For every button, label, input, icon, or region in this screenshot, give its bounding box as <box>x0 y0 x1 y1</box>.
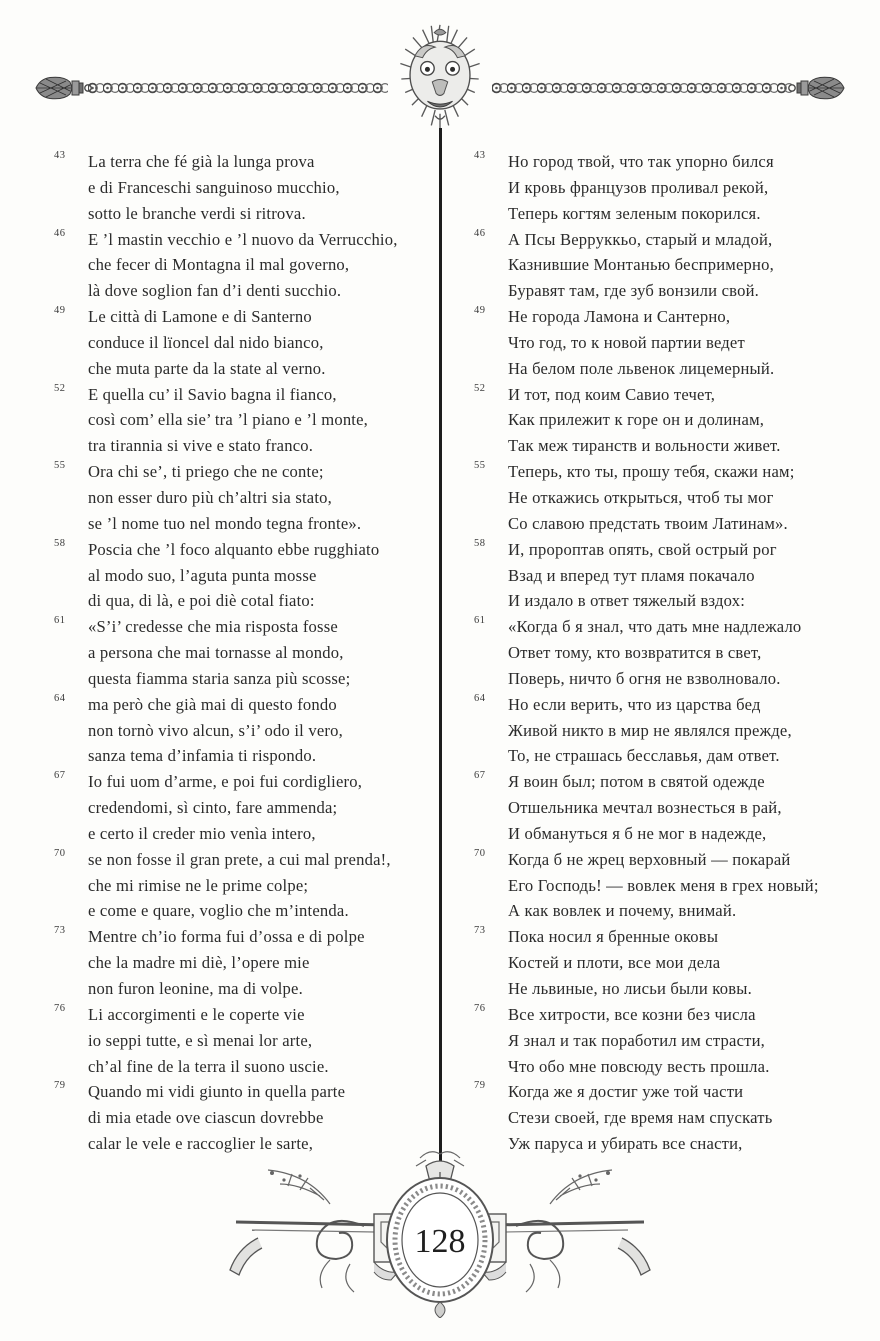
verse-line: di mia etade ove ciascun dovrebbe <box>88 1108 324 1128</box>
braided-chain-rule <box>492 80 792 96</box>
verse-line-number: 64 <box>474 692 486 704</box>
verse-line: se ’l nome tuo nel mondo tegna fronte». <box>88 513 362 533</box>
verse-line: non tornò vivo alcun, s’i’ odo il vero, <box>88 720 343 740</box>
verse-line: non furon leonine, ma di volpe. <box>88 979 303 998</box>
verse-line: e certo il creder mio venìa intero, <box>88 823 316 843</box>
verse-line: Mentre ch’io forma fui d’ossa e di polpe <box>88 927 365 947</box>
russian-verse-column <box>474 149 856 1157</box>
tercet <box>474 769 856 847</box>
tercet <box>474 847 856 925</box>
pinecone-finial-icon <box>784 75 846 101</box>
verse-line: Я воин был; потом в святой одежде <box>508 772 765 792</box>
verse-line-number: 58 <box>54 537 66 549</box>
verse-line: И кровь французов проливал рекой, <box>508 177 769 197</box>
verse-line: e come e quare, voglio che m’intenda. <box>88 901 349 921</box>
tercet <box>474 537 856 615</box>
verse-line: Его Господь! — вовлек меня в грех новый; <box>508 875 819 895</box>
verse-line-number: 64 <box>54 692 66 704</box>
verse-line-number: 49 <box>474 305 486 317</box>
tercet <box>474 382 856 460</box>
verse-line: Le città di Lamone e di Santerno <box>88 307 312 327</box>
verse-line-number: 73 <box>54 925 66 937</box>
verse-line: io seppi tutte, e sì menai lor arte, <box>88 1030 313 1050</box>
tercet <box>54 149 436 227</box>
verse-line: И тот, под коим Савио течет, <box>508 384 716 404</box>
verse-line: Когда же я достиг уже той части <box>508 1082 744 1102</box>
column-divider-rule <box>439 128 442 1166</box>
verse-line-number: 49 <box>54 305 66 317</box>
verse-line: «S’i’ credesse che mia risposta fosse <box>88 617 338 637</box>
verse-line-number: 70 <box>474 847 486 859</box>
verse-line: a persona che mai tornasse al mondo, <box>88 643 344 663</box>
verse-line: che fecer di Montagna il mal governo, <box>88 255 350 275</box>
verse-line: Буравят там, где зуб вонзили свой. <box>508 281 760 301</box>
verse-line-number: 73 <box>474 925 486 937</box>
verse-line: Но город твой, что так упорно бился <box>508 152 774 171</box>
verse-line: Теперь, кто ты, прошу тебя, скажи нам; <box>508 462 795 482</box>
tercet <box>474 924 856 1002</box>
verse-line-number: 52 <box>54 382 66 394</box>
verse-line: Когда б не жрец верховный — покарай <box>508 849 791 869</box>
verse-line: La terra che fé già la lunga prova <box>88 152 315 171</box>
verse-line: А как вовлек и почему, внимай. <box>508 901 737 921</box>
verse-line-number: 76 <box>474 1002 486 1014</box>
tercet <box>474 1002 856 1080</box>
tercet <box>474 149 856 227</box>
verse-line-number: 70 <box>54 847 66 859</box>
verse-line: che muta parte da la state al verno. <box>88 358 326 378</box>
verse-line: И издало в ответ тяжелый вздох: <box>508 591 746 611</box>
tercet <box>54 614 436 692</box>
verse-line: «Когда б я знал, что дать мне надлежало <box>508 617 802 637</box>
verse-line-number: 76 <box>54 1002 66 1014</box>
verse-line-number: 61 <box>474 615 486 627</box>
italian-verse-column <box>54 149 436 1157</box>
verse-line-number: 52 <box>474 382 486 394</box>
pinecone-finial-icon <box>34 75 96 101</box>
verse-line-number: 55 <box>54 460 66 472</box>
verse-line: Но если верить, что из царства бед <box>508 694 761 714</box>
verse-line: Живой никто в мир не являлся прежде, <box>508 720 792 740</box>
verse-line: E ’l mastin vecchio e ’l nuovo da Verrucchio, <box>88 229 398 249</box>
verse-line: Со славою предстать твоим Латинам». <box>508 513 788 533</box>
verse-line: Казнившие Монтанью беспримерно, <box>508 255 774 275</box>
verse-line: Взад и вперед тут пламя покачало <box>508 565 755 585</box>
verse-line: Poscia che ’l foco alquanto ebbe rugghiato <box>88 539 380 559</box>
verse-line: ch’al fine de la terra il suono uscie. <box>88 1056 329 1076</box>
page-number: 128 <box>414 1223 466 1260</box>
verse-line: tra tirannia si vive e stato franco. <box>88 436 314 456</box>
verse-line: ma però che già mai di questo fondo <box>88 694 337 714</box>
verse-line: Уж паруса и убирать все снасти, <box>508 1134 743 1154</box>
verse-line-number: 46 <box>54 227 66 239</box>
verse-line: Отшельника мечтал вознесться в рай, <box>508 798 782 818</box>
verse-line: Не откажись открыться, чтоб ты мог <box>508 487 774 507</box>
verse-line: questa fiamma staria sanza più scosse; <box>88 668 351 688</box>
verse-line: Как прилежит к горе он и долинам, <box>508 410 765 430</box>
verse-line: calar le vele e raccoglier le sarte, <box>88 1134 314 1154</box>
verse-line: Стези своей, где время нам спускать <box>508 1108 773 1128</box>
verse-line-number: 61 <box>54 615 66 627</box>
baroque-tailpiece <box>220 1146 660 1318</box>
lion-mascaron-icon <box>382 22 498 136</box>
verse-line: И обмануться я б не мог в надежде, <box>508 823 767 843</box>
verse-line: И, пророптав опять, свой острый рог <box>508 539 777 559</box>
tercet <box>54 924 436 1002</box>
verse-line: Так меж тиранств и вольности живет. <box>508 436 781 456</box>
verse-line: Поверь, ничто б огня не взволновало. <box>508 668 781 688</box>
verse-line: Не львиные, но лисьи были ковы. <box>508 979 752 998</box>
tercet <box>474 692 856 770</box>
verse-line: che la madre mi diè, l’opere mie <box>88 953 310 973</box>
tercet <box>54 847 436 925</box>
tercet <box>54 692 436 770</box>
verse-line: credendomi, sì cinto, fare ammenda; <box>88 798 338 818</box>
verse-line-number: 67 <box>474 770 486 782</box>
verse-line: conduce il lïoncel dal nido bianco, <box>88 332 324 352</box>
tercet <box>54 459 436 537</box>
verse-line: Что обо мне повсюду весть прошла. <box>508 1056 770 1076</box>
verse-line: Все хитрости, все козни без числа <box>508 1004 756 1024</box>
header-ornament <box>0 0 880 140</box>
tercet <box>474 459 856 537</box>
verse-line: Пока носил я бренные оковы <box>508 927 719 947</box>
verse-line: А Псы Верруккьо, старый и младой, <box>508 229 773 249</box>
tercet <box>54 227 436 305</box>
verse-line: Теперь когтям зеленым покорился. <box>508 203 761 223</box>
verse-line: al modo suo, l’aguta punta mosse <box>88 565 317 585</box>
verse-line-number: 58 <box>474 537 486 549</box>
verse-line: che mi rimise ne le prime colpe; <box>88 875 309 895</box>
verse-line: Io fui uom d’arme, e poi fui cordigliero, <box>88 772 363 792</box>
tercet <box>54 304 436 382</box>
verse-line-number: 43 <box>54 150 66 161</box>
verse-line: Костей и плоти, все мои дела <box>508 953 721 973</box>
tercet <box>474 227 856 305</box>
verse-line: se non fosse il gran prete, a cui mal prenda!, <box>88 849 391 869</box>
tercet <box>474 304 856 382</box>
verse-line: di qua, di là, e poi diè cotal fiato: <box>88 591 315 611</box>
verse-line: Что год, то к новой партии ведет <box>508 332 745 352</box>
verse-line: sanza tema d’infamia ti rispondo. <box>88 746 317 766</box>
verse-line-number: 55 <box>474 460 486 472</box>
verse-line-number: 79 <box>54 1080 66 1092</box>
verse-line-number: 67 <box>54 770 66 782</box>
verse-line: Я знал и так поработил им страсти, <box>508 1030 766 1050</box>
verse-line: E quella cu’ il Savio bagna il fianco, <box>88 384 337 404</box>
verse-line: Quando mi vidi giunto in quella parte <box>88 1082 346 1102</box>
tercet <box>54 537 436 615</box>
tercet <box>54 769 436 847</box>
verse-line: Li accorgimenti e le coperte vie <box>88 1004 305 1024</box>
tercet <box>54 382 436 460</box>
braided-chain-rule <box>88 80 388 96</box>
verse-line: На белом поле львенок лицемерный. <box>508 358 775 378</box>
tercet <box>54 1002 436 1080</box>
verse-line-number: 43 <box>474 150 486 161</box>
tercet <box>474 614 856 692</box>
verse-line: Ответ тому, кто возвратится в свет, <box>508 643 762 663</box>
verse-line: e di Franceschi sanguinoso mucchio, <box>88 177 340 197</box>
verse-line: То, не страшась бесславья, дам ответ. <box>508 746 780 766</box>
verse-line-number: 46 <box>474 227 486 239</box>
verse-line: così com’ ella sie’ tra ’l piano e ’l monte, <box>88 410 369 430</box>
verse-line: là dove soglion fan d’i denti succhio. <box>88 281 342 301</box>
verse-line-number: 79 <box>474 1080 486 1092</box>
verse-line: non esser duro più ch’altri sia stato, <box>88 487 333 507</box>
verse-line: Ora chi se’, ti priego che ne conte; <box>88 462 324 482</box>
verse-line: sotto le branche verdi si ritrova. <box>88 203 306 223</box>
verse-line: Не города Ламона и Сантерно, <box>508 307 731 327</box>
